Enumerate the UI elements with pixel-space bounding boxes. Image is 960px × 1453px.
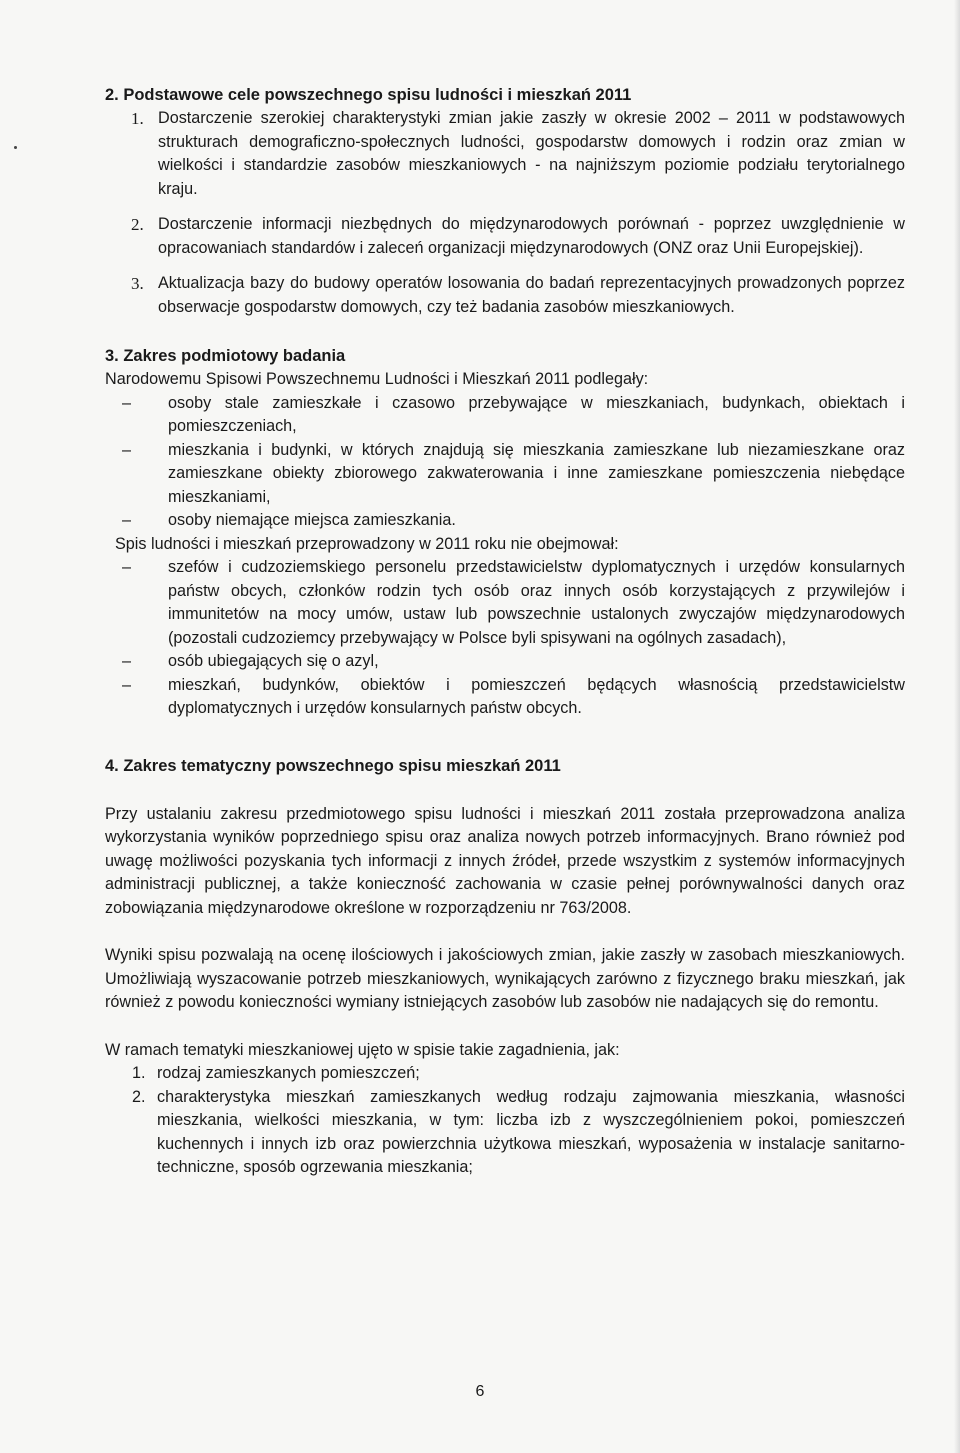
goal-number: 3. bbox=[131, 274, 144, 293]
page-edge-shadow bbox=[954, 0, 960, 1453]
scope-intro: Narodowemu Spisowi Powszechnemu Ludności i Mieszkań 2011 podlegały: bbox=[105, 370, 649, 388]
list-dash: – bbox=[122, 558, 132, 576]
included-item-text: osoby stale zamieszkałe i czasowo przebywające w mieszkaniach, budynkach, obiektach i pomieszczeniach, bbox=[168, 393, 905, 435]
included-item bbox=[105, 509, 905, 533]
page-number: 6 bbox=[475, 1383, 485, 1400]
included-item-text: mieszkania i budynki, w których znajdują się mieszkania zamieszkane lub niezamieszkane oraz zamieszkane obiekty zbiorowego zakwaterowania i inne zamieszkane pomieszczenia niebędące mieszkaniami, bbox=[168, 440, 905, 506]
excluded-item-text: osób ubiegających się o azyl, bbox=[168, 652, 379, 670]
list-dash: – bbox=[122, 652, 132, 670]
excluded-list bbox=[105, 556, 905, 721]
section-scope-heading: 3. Zakres podmiotowy badania bbox=[105, 347, 346, 365]
topic-text: charakterystyka mieszkań zamieszkanych według rodzaju zajmowania mieszkania, własności mieszkania, wielkości mieszkania, w tym: liczba izb z wyszczególnieniem pokoi, pomieszczeń kuchennych i innych izb oraz powierzchnia użytkowa mieszkań, wyposażenia w instalacje sanitarno-techniczne, sposób ogrzewania mieszkania; bbox=[157, 1087, 905, 1176]
topic-number: 1. bbox=[132, 1064, 146, 1082]
thematic-paragraph-2: Wyniki spisu pozwalają na ocenę ilościowych i jakościowych zmian, jakie zaszły w zasobach mieszkaniowych. Umożliwiają wyszacowanie potrzeb mieszkaniowych, wynikających zarówno z fizycznego braku mieszkań, jak również z powodu konieczności wymiany istniejących zasobów lub zasobów nie nadających się do remontu. bbox=[105, 946, 905, 1011]
excluded-item-text: mieszkań, budynków, obiektów i pomieszczeń będących własnością przedstawicielstw dyplomatycznych i urzędów konsularnych państw obcych. bbox=[168, 675, 905, 717]
topic-text: rodzaj zamieszkanych pomieszczeń; bbox=[157, 1064, 420, 1082]
goal-text: Aktualizacja bazy do budowy operatów losowania do badań reprezentacyjnych prowadzonych poprzez obserwacje gospodarstw domowych, czy też badania zasobów mieszkaniowych. bbox=[158, 274, 905, 316]
section-thematic-heading: 4. Zakres tematyczny powszechnego spisu mieszkań 2011 bbox=[105, 756, 561, 775]
section-goals bbox=[105, 83, 905, 319]
list-dash: – bbox=[122, 440, 132, 459]
included-item-text: osoby niemające miejsca zamieszkania. bbox=[168, 511, 456, 529]
topics-list bbox=[105, 1062, 905, 1180]
list-dash: – bbox=[122, 675, 132, 694]
excluded-intro: Spis ludności i mieszkań przeprowadzony w 2011 roku nie obejmował: bbox=[115, 534, 619, 553]
excluded-item-text: szefów i cudzoziemskiego personelu przedstawicielstw dyplomatycznych i urzędów konsularnych państw obcych, członków rodzin tych osób oraz innych osób korzystających z przywilejów i immunitetów na mocy umów, ustaw lub powszechnie ustalonych zwyczajów międzynarodowych (pozostali cudzoziemcy przebywający w Polsce byli spisywani na ogólnych zasadach), bbox=[168, 558, 905, 647]
goal-item bbox=[105, 272, 905, 319]
goal-text: Dostarczenie szerokiej charakterystyki zmian jakie zaszły w okresie 2002 – 2011 w podstawowych strukturach demograficzno-społecznych ludności, gospodarstw domowych i rodzin oraz zmian w wielkości i standardzie zasobów mieszkaniowych - na najniższym poziomie podziału terytorialnego kraju. bbox=[158, 109, 905, 198]
list-dash: – bbox=[122, 393, 132, 412]
excluded-item bbox=[105, 674, 905, 721]
scan-artifact-dot bbox=[14, 146, 17, 149]
list-dash: – bbox=[122, 511, 132, 529]
goal-item bbox=[105, 107, 905, 201]
included-item bbox=[105, 392, 905, 439]
section-thematic bbox=[105, 754, 905, 1180]
goal-number: 2. bbox=[131, 215, 144, 234]
topic-item bbox=[105, 1086, 905, 1180]
included-list bbox=[105, 392, 905, 533]
goal-item bbox=[105, 213, 905, 260]
excluded-item bbox=[105, 650, 905, 674]
page-content bbox=[105, 83, 905, 1180]
excluded-item bbox=[105, 556, 905, 650]
included-item bbox=[105, 439, 905, 510]
topic-number: 2. bbox=[132, 1087, 146, 1106]
section-scope bbox=[105, 344, 905, 721]
thematic-paragraph-3: W ramach tematyki mieszkaniowej ujęto w spisie takie zagadnienia, jak: bbox=[105, 1040, 620, 1059]
goal-text: Dostarczenie informacji niezbędnych do międzynarodowych porównań - poprzez uwzględnienie w opracowaniach standardów i zaleceń organizacji międzynarodowych (ONZ oraz Unii Europejskiej). bbox=[158, 215, 905, 257]
thematic-paragraph-1: Przy ustalaniu zakresu przedmiotowego spisu ludności i mieszkań 2011 została przeprowadzona analiza wykorzystania wyników poprzedniego spisu oraz analiza nowych potrzeb informacyjnych. Brano również pod uwagę możliwości pozyskania tych informacji z innych źródeł, przede wszystkim z systemów informacyjnych administracji publicznej, a także konieczność zachowania w czasie pełnej porównywalności danych oraz zobowiązania międzynarodowe określone w rozporządzeniu nr 763/2008. bbox=[105, 804, 905, 917]
topic-item bbox=[105, 1062, 905, 1086]
section-goals-heading: 2. Podstawowe cele powszechnego spisu ludności i mieszkań 2011 bbox=[105, 86, 632, 104]
goals-list bbox=[105, 107, 905, 319]
goal-number: 1. bbox=[131, 109, 144, 128]
